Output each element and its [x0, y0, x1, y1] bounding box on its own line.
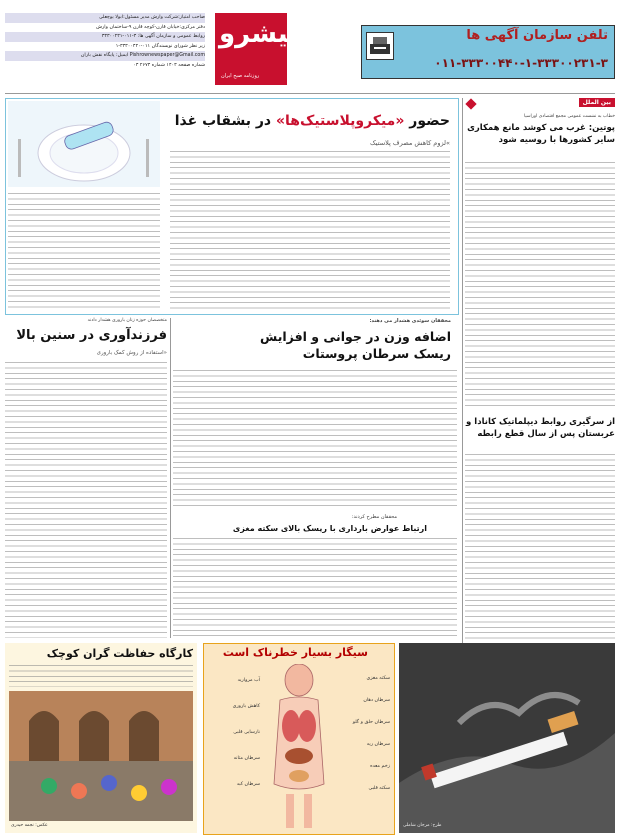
fax-icon	[366, 32, 394, 60]
credit-line: زیر نظر شورای نویسندگان ۰۱۱-۳۳۳۰۰۴۴۰-۱	[115, 43, 205, 49]
credits-block	[5, 13, 205, 93]
organ-label: سرطان ریه	[366, 742, 390, 747]
column-divider	[170, 318, 171, 638]
article4-body	[9, 665, 193, 687]
article-microplastics	[5, 98, 459, 315]
organ-label: سرطان دهان	[363, 698, 390, 703]
organ-label: کاهش باروری	[232, 704, 260, 709]
logo: پیشرو	[219, 19, 299, 49]
article1-title	[175, 113, 450, 129]
photo-caption-left: عکس: نجمه حیدری	[11, 823, 48, 828]
diamond-icon	[465, 98, 476, 109]
article2-body	[173, 370, 457, 510]
masthead	[5, 5, 615, 94]
article1-subtitle: »لزوم کاهش مصرف پلاستیک	[369, 139, 450, 147]
article4-title: کارگاه حفاظت گران کوچک	[46, 647, 193, 660]
article1-title-pre: حضور	[409, 113, 450, 129]
credit-line: روابط عمومی و سازمان آگهی ها: ۳-۰۱۱-۳۳۳۰۰۲۳۱	[5, 32, 205, 42]
credit-line: Pishrownewspaper@Gmail.com ایمیل: پایگاه نقش باران	[5, 51, 205, 61]
article2-kicker: محققان سوئدی هشدار می دهند:	[369, 318, 451, 324]
article3-subtitle: «استفاده از روش کمک باروری	[96, 350, 167, 356]
organ-label: آب مروارید	[237, 678, 260, 683]
article-prostate	[173, 318, 457, 638]
article1-title-post: در بشقاب غذا	[174, 113, 272, 129]
article2-sub-title: ارتباط عوارض بارداری با ریسک بالای سکته مغزی	[232, 524, 427, 533]
article-workshop	[5, 643, 197, 833]
logo-subtitle: روزنامه صبح ایران	[221, 73, 260, 79]
smoke-poster	[399, 643, 615, 833]
intl-kicker: خطاب به نشست عمومی مجمع اقتصادی اوراسیا	[523, 114, 615, 119]
organ-label: نارسایی قلبی	[233, 730, 260, 735]
credit-line: دفتر مرکزی:خیابان قارن-کوچه قارن ۹-ساختمان وارش	[96, 24, 205, 30]
organ-label: سرطان مثانه	[233, 756, 260, 761]
organ-label: سرطان کبد	[236, 782, 260, 787]
article3-kicker: متخصصان حوزه زنان باروری هشدار دادند	[87, 318, 167, 323]
intl-body-1	[465, 162, 615, 407]
ad-phone-box	[361, 25, 615, 79]
article1-body	[170, 151, 450, 309]
organ-label: زخم معده	[370, 764, 390, 769]
article1-title-quote: «میکروپلاستیک‌ها»	[275, 113, 405, 129]
tobacco-title: سیگار بسیار خطرناک است	[222, 646, 368, 659]
labels-left	[208, 668, 260, 798]
article-fertility	[5, 318, 167, 638]
intl-title-2: از سرگیری روابط دیپلماتیک کانادا و عربستان پس از سال قطع رابطه	[466, 417, 615, 439]
article1-body-left	[8, 193, 160, 309]
credit-line: صاحب امتیاز:شرکت وارش مدیر مسئول:ابولا یوچعلی	[5, 13, 205, 23]
tobacco-infographic	[203, 643, 395, 835]
labels-right	[338, 668, 390, 800]
intl-title: پوتین: غرب می کوشد مانع همکاری سایر کشورها با روسیه شود	[467, 123, 615, 145]
ad-phone: ۰۱۱-۳۳۳۰۰۴۴۰-۱-۳۳۳۰۰۲۳۱-۳	[434, 56, 608, 70]
article2-sub-kicker: محققان مطرح کردند:	[351, 514, 397, 520]
workshop-photo	[9, 691, 193, 821]
article3-body	[5, 362, 167, 638]
credit-line: شماره صفحه ۱۴۰۳ شماره ۲۶۷۳ ۰۳	[133, 62, 205, 68]
organ-label: سرطان حلق و گلو	[352, 720, 390, 725]
body-figure	[264, 664, 334, 830]
intl-section-label: بین الملل	[579, 98, 615, 107]
ad-title: تلفن سازمان آگهی ها	[466, 28, 608, 43]
organ-label: سکته مغزی	[366, 676, 390, 681]
article3-title: فرزندآوری در سنین بالا	[16, 328, 167, 343]
plate-image	[8, 101, 160, 187]
logo-box	[215, 13, 299, 85]
organ-label: سکته قلبی	[368, 786, 390, 791]
photo-caption-right: طرح: مرجان شاملی	[403, 823, 442, 828]
cigarette-graphic	[399, 643, 615, 833]
article2-sub-body	[173, 538, 457, 638]
article2-title: اضافه وزن در جوانی و افزایش ریسک سرطان پروستات	[260, 329, 451, 361]
